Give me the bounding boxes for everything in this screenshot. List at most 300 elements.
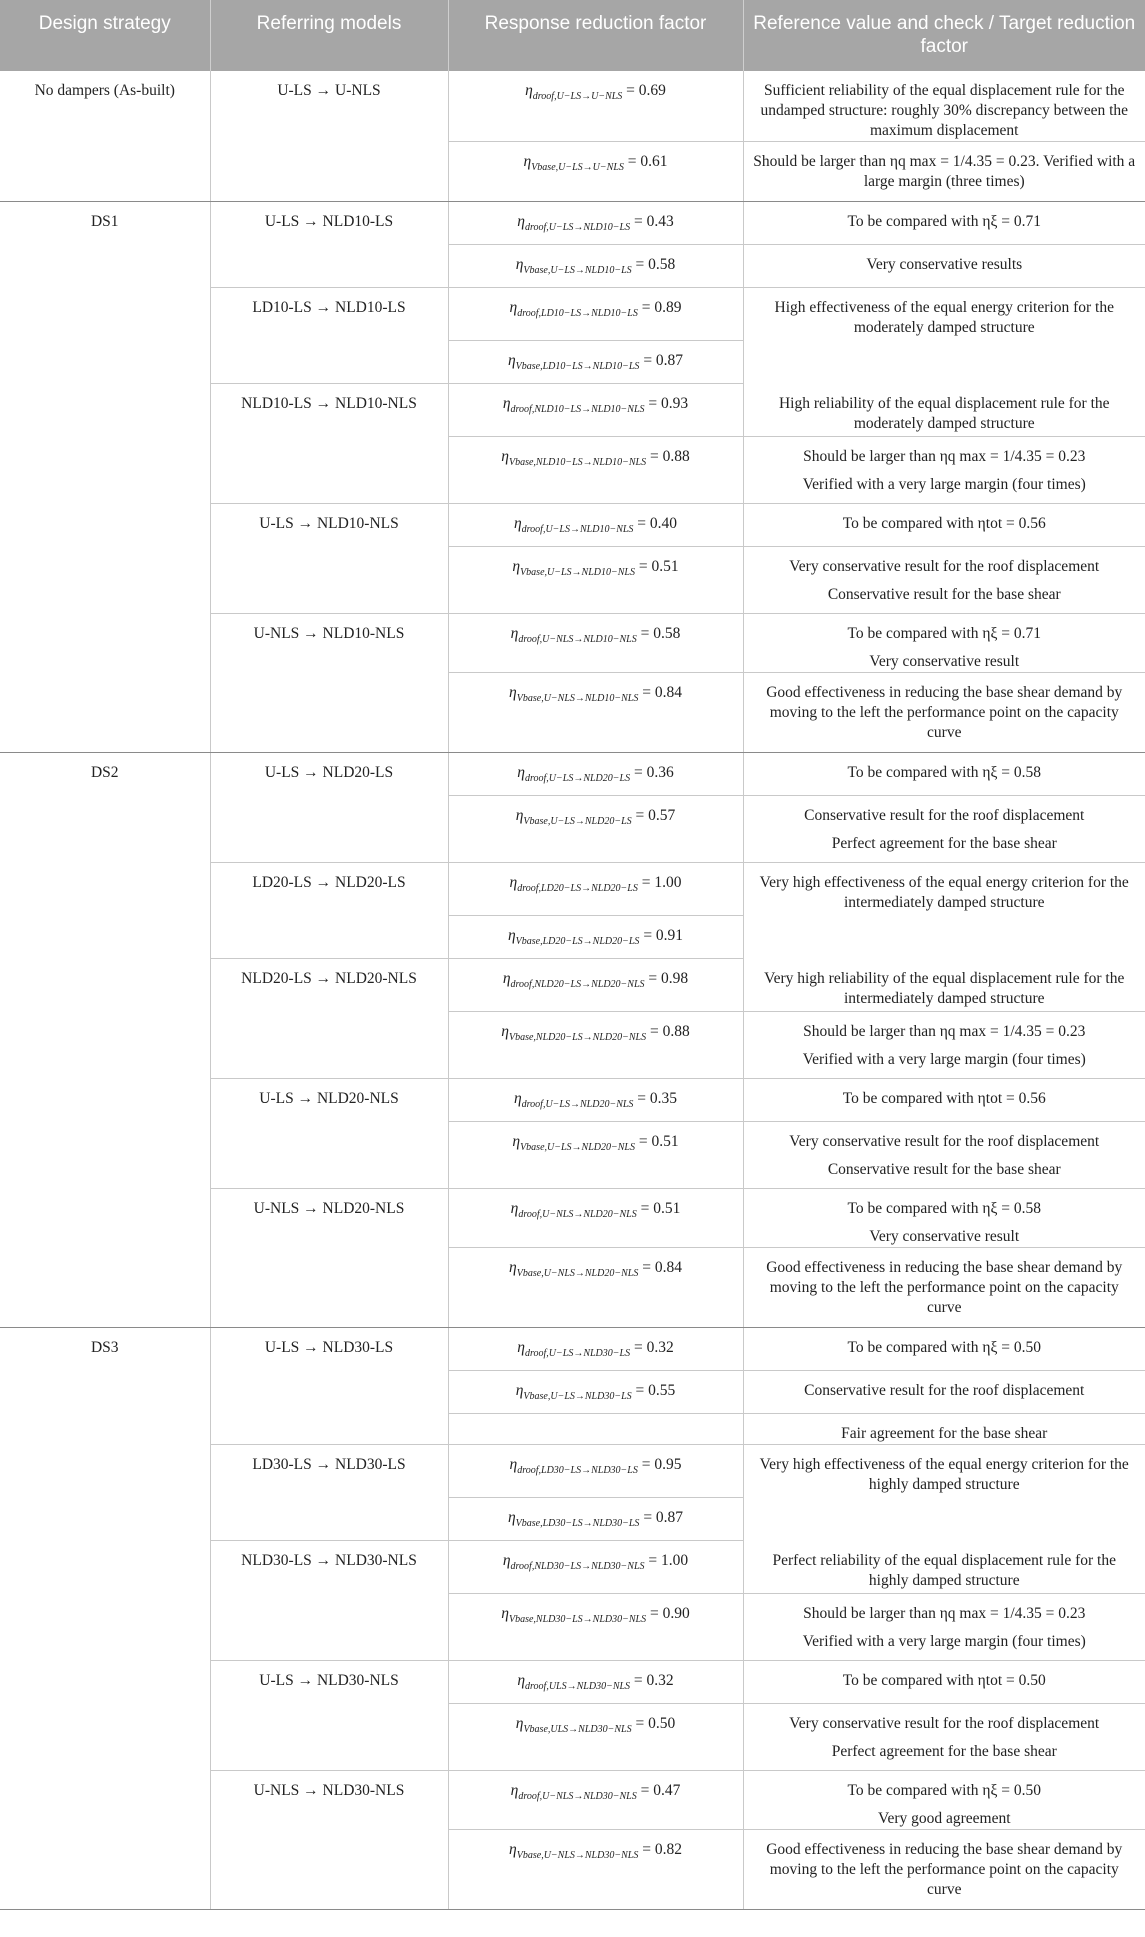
- reference-value-cell: [743, 1189, 1145, 1248]
- reference-text: Very good agreement: [877, 1810, 1011, 1827]
- reduction-factor-cell: [448, 614, 743, 673]
- referring-models-cell: NLD20-LS → NLD20-NLS: [210, 959, 448, 1012]
- factor-value: = 0.55: [631, 1382, 676, 1399]
- factor-value: = 0.84: [638, 684, 682, 701]
- design-strategy-cell: [0, 916, 210, 959]
- design-strategy-cell: [0, 863, 210, 916]
- reference-value-cell: [743, 916, 1145, 959]
- factor-symbol: η: [515, 1382, 524, 1399]
- reference-value-cell: [743, 1771, 1145, 1830]
- factor-subscript: droof,U−LS→NLD20−LS: [524, 773, 631, 784]
- factor-symbol: η: [517, 1339, 525, 1356]
- referring-models-cell: U-LS → NLD10-NLS: [210, 504, 448, 547]
- factor-value: = 0.95: [637, 1456, 682, 1473]
- referring-models-cell: U-LS → U-NLS: [210, 71, 448, 142]
- design-strategy-cell: DS3: [0, 1328, 210, 1371]
- reference-value-cell: [743, 796, 1145, 863]
- reduction-factor-cell: [448, 1189, 743, 1248]
- table-row: [0, 673, 1145, 753]
- factor-subscript: droof,U−NLS→NLD20−NLS: [518, 1209, 637, 1220]
- design-strategy-cell: [0, 142, 210, 202]
- design-strategy-cell: [0, 437, 210, 504]
- factor-value: = 1.00: [637, 874, 682, 891]
- factor-value: = 1.00: [644, 1552, 689, 1569]
- reference-value-cell: [743, 1661, 1145, 1704]
- table-row: [0, 1661, 1145, 1704]
- reference-value-cell: [743, 1414, 1145, 1445]
- reference-value-cell: [743, 1012, 1145, 1079]
- factor-value: = 0.69: [622, 82, 666, 99]
- reference-text: Very conservative result for the roof displacement: [789, 1715, 1100, 1732]
- factor-subscript: droof,LD30−LS→NLD30−LS: [517, 1465, 638, 1476]
- referring-models-cell: NLD10-LS → NLD10-NLS: [210, 384, 448, 437]
- reduction-factor-cell: [448, 1414, 743, 1445]
- factor-subscript: Vbase,U−LS→NLD10−LS: [523, 265, 632, 276]
- referring-models-cell: [210, 916, 448, 959]
- reference-value-cell: [743, 288, 1145, 341]
- factor-subscript: Vbase,U−LS→U−NLS: [531, 162, 624, 173]
- referring-models-cell: LD10-LS → NLD10-LS: [210, 288, 448, 341]
- table-row: [0, 384, 1145, 437]
- reference-text: To be compared with ηξ = 0.71: [847, 625, 1042, 642]
- referring-models-cell: U-NLS → NLD20-NLS: [210, 1189, 448, 1248]
- factor-symbol: η: [507, 1509, 516, 1526]
- reference-value-cell: [743, 753, 1145, 796]
- reduction-factor-cell: [448, 753, 743, 796]
- reduction-factor-cell: [448, 959, 743, 1012]
- design-strategy-cell: [0, 1541, 210, 1594]
- reduction-factor-cell: [448, 1594, 743, 1661]
- reference-text: Very high effectiveness of the equal energy criterion for the intermediately damped structure: [759, 874, 1129, 911]
- design-strategy-cell: [0, 1661, 210, 1704]
- table-row: [0, 1771, 1145, 1830]
- table-row: [0, 71, 1145, 142]
- factor-value: = 0.32: [630, 1339, 674, 1356]
- factor-value: = 0.36: [630, 764, 674, 781]
- reference-text: Good effectiveness in reducing the base shear demand by moving to the left the performance point on the capacity curve: [766, 1841, 1123, 1898]
- design-strategy-cell: [0, 1445, 210, 1498]
- factor-subscript: Vbase,NLD10−LS→NLD10−NLS: [508, 457, 647, 468]
- reduction-factor-cell: [448, 384, 743, 437]
- reference-text: Very conservative result: [869, 653, 1020, 670]
- factor-symbol: η: [509, 1456, 518, 1473]
- reference-text: Very conservative result for the roof displacement: [789, 1133, 1100, 1150]
- factor-symbol: η: [517, 764, 525, 781]
- table-row: [0, 1248, 1145, 1328]
- table-row: [0, 916, 1145, 959]
- factor-value: = 0.40: [633, 515, 678, 532]
- table-row: [0, 504, 1145, 547]
- referring-models-cell: [210, 796, 448, 863]
- reduction-factor-cell: [448, 1328, 743, 1371]
- referring-models-cell: U-LS → NLD20-NLS: [210, 1079, 448, 1122]
- reference-text: Very conservative result for the roof displacement: [789, 558, 1100, 575]
- reference-value-cell: [743, 673, 1145, 753]
- factor-value: = 0.57: [631, 807, 676, 824]
- reference-text: Should be larger than ηq max = 1/4.35 = 0.23: [803, 1605, 1086, 1622]
- referring-models-cell: [210, 245, 448, 288]
- reference-value-cell: [743, 1328, 1145, 1371]
- factor-symbol: η: [513, 515, 522, 532]
- table-row: [0, 614, 1145, 673]
- reference-text: To be compared with ηξ = 0.50: [847, 1782, 1042, 1799]
- reference-text: To be compared with ηtot = 0.56: [842, 515, 1046, 532]
- factor-value: = 0.90: [646, 1605, 690, 1622]
- referring-models-cell: [210, 1830, 448, 1910]
- reference-text: Very high effectiveness of the equal energy criterion for the highly damped structure: [759, 1456, 1129, 1493]
- factor-symbol: η: [502, 970, 511, 987]
- reduction-factor-cell: [448, 547, 743, 614]
- reference-value-cell: [743, 245, 1145, 288]
- reference-text: Good effectiveness in reducing the base shear demand by moving to the left the performance point on the capacity curve: [766, 1259, 1123, 1316]
- reference-text: To be compared with ηξ = 0.71: [847, 213, 1042, 230]
- factor-symbol: η: [501, 1605, 509, 1622]
- reference-value-cell: [743, 1371, 1145, 1414]
- factor-symbol: η: [512, 558, 521, 575]
- header-design-strategy: Design strategy: [0, 0, 210, 71]
- header-reference-value: Reference value and check / Target reduction factor: [743, 0, 1145, 71]
- reduction-factor-cell: [448, 1445, 743, 1498]
- reference-value-cell: [743, 142, 1145, 202]
- reference-value-cell: [743, 1445, 1145, 1498]
- referring-models-cell: [210, 1371, 448, 1414]
- reference-value-cell: [743, 437, 1145, 504]
- factor-subscript: droof,LD10−LS→NLD10−LS: [517, 308, 638, 319]
- design-strategy-cell: [0, 1594, 210, 1661]
- factor-value: = 0.87: [639, 1509, 684, 1526]
- design-strategy-cell: No dampers (As-built): [0, 71, 210, 142]
- reduction-factor-cell: [448, 1371, 743, 1414]
- factor-value: = 0.51: [634, 1133, 679, 1150]
- reference-text: Very conservative result: [869, 1228, 1020, 1245]
- factor-symbol: η: [509, 299, 518, 316]
- design-strategy-cell: [0, 341, 210, 384]
- factor-symbol: η: [501, 1023, 509, 1040]
- reference-text: Perfect agreement for the base shear: [831, 1743, 1057, 1760]
- table-row: [0, 547, 1145, 614]
- referring-models-cell: U-LS → NLD10-LS: [210, 202, 448, 245]
- design-strategy-cell: [0, 1012, 210, 1079]
- reference-text: Good effectiveness in reducing the base shear demand by moving to the left the performance point on the capacity curve: [766, 684, 1123, 741]
- referring-models-cell: [210, 142, 448, 202]
- table-row: [0, 1328, 1145, 1371]
- factor-value: = 0.89: [637, 299, 682, 316]
- reference-text: To be compared with ηξ = 0.58: [847, 764, 1042, 781]
- factor-subscript: Vbase,U−LS→NLD30−LS: [523, 1391, 632, 1402]
- reference-text: Verified with a very large margin (four times): [802, 1633, 1086, 1650]
- factor-subscript: Vbase,NLD30−LS→NLD30−NLS: [508, 1614, 647, 1625]
- reference-text: Perfect reliability of the equal displacement rule for the highly damped structure: [772, 1551, 1116, 1589]
- factor-subscript: droof,LD20−LS→NLD20−LS: [517, 883, 638, 894]
- factor-value: = 0.88: [646, 448, 690, 465]
- referring-models-cell: U-NLS → NLD10-NLS: [210, 614, 448, 673]
- referring-models-cell: LD20-LS → NLD20-LS: [210, 863, 448, 916]
- design-strategy-cell: [0, 1830, 210, 1910]
- reference-value-cell: [743, 202, 1145, 245]
- reduction-factor-cell: [448, 916, 743, 959]
- factor-subscript: droof,U−NLS→NLD10−NLS: [518, 634, 637, 645]
- referring-models-cell: [210, 1012, 448, 1079]
- reference-text: Conservative result for the base shear: [827, 586, 1061, 603]
- table-row: [0, 959, 1145, 1012]
- factor-value: = 0.91: [639, 927, 684, 944]
- reference-text: Should be larger than ηq max = 1/4.35 = 0.23: [803, 448, 1086, 465]
- referring-models-cell: U-LS → NLD30-NLS: [210, 1661, 448, 1704]
- factor-subscript: Vbase,U−LS→NLD20−NLS: [520, 1142, 635, 1153]
- factor-value: = 0.88: [646, 1023, 690, 1040]
- referring-models-cell: [210, 1594, 448, 1661]
- table-row: [0, 1371, 1145, 1414]
- reference-value-cell: [743, 71, 1145, 142]
- design-strategy-cell: DS2: [0, 753, 210, 796]
- table-row: [0, 1594, 1145, 1661]
- design-strategy-cell: [0, 1079, 210, 1122]
- reference-text: Fair agreement for the base shear: [841, 1425, 1048, 1442]
- design-strategy-cell: [0, 1122, 210, 1189]
- factor-symbol: η: [501, 448, 509, 465]
- reduction-factor-cell: [448, 1830, 743, 1910]
- factor-symbol: η: [510, 1200, 519, 1217]
- reference-value-cell: [743, 1248, 1145, 1328]
- factor-symbol: η: [502, 1552, 511, 1569]
- table-row: [0, 1122, 1145, 1189]
- factor-symbol: η: [517, 1672, 526, 1689]
- header-row: [0, 0, 1145, 71]
- table-row: [0, 796, 1145, 863]
- reduction-factor-cell: [448, 202, 743, 245]
- design-strategy-cell: [0, 384, 210, 437]
- table-row: [0, 1830, 1145, 1910]
- factor-subscript: Vbase,U−NLS→NLD10−NLS: [516, 693, 639, 704]
- referring-models-cell: [210, 1498, 448, 1541]
- factor-subscript: droof,U−NLS→NLD30−NLS: [518, 1791, 637, 1802]
- reference-text: Verified with a very large margin (four times): [802, 476, 1086, 493]
- factor-symbol: η: [515, 1715, 524, 1732]
- design-strategy-cell: [0, 1414, 210, 1445]
- reduction-factor-cell: [448, 437, 743, 504]
- design-strategy-cell: [0, 245, 210, 288]
- factor-subscript: Vbase,LD20−LS→NLD20−LS: [515, 936, 640, 947]
- factor-value: = 0.43: [630, 213, 674, 230]
- factor-value: = 0.82: [638, 1841, 682, 1858]
- design-strategy-cell: [0, 1371, 210, 1414]
- factor-value: = 0.35: [633, 1090, 678, 1107]
- factor-value: = 0.50: [631, 1715, 676, 1732]
- reference-value-cell: [743, 384, 1145, 437]
- reference-text: Perfect agreement for the base shear: [831, 835, 1057, 852]
- factor-subscript: droof,ULS→NLD30−NLS: [525, 1681, 631, 1692]
- reduction-factor-cell: [448, 1498, 743, 1541]
- factor-symbol: η: [509, 684, 517, 701]
- design-strategy-cell: [0, 1704, 210, 1771]
- factor-value: = 0.51: [636, 1200, 681, 1217]
- factor-value: = 0.87: [639, 352, 684, 369]
- reference-value-cell: [743, 1541, 1145, 1594]
- reference-text: Conservative result for the base shear: [827, 1161, 1061, 1178]
- factor-subscript: Vbase,U−NLS→NLD30−NLS: [516, 1850, 639, 1861]
- design-strategy-cell: [0, 1498, 210, 1541]
- referring-models-cell: [210, 1704, 448, 1771]
- table-row: [0, 142, 1145, 202]
- referring-models-cell: [210, 1248, 448, 1328]
- factor-value: = 0.98: [644, 970, 689, 987]
- reduction-factor-cell: [448, 142, 743, 202]
- reduction-factor-cell: [448, 1248, 743, 1328]
- table-row: [0, 753, 1145, 796]
- table-row: [0, 437, 1145, 504]
- reference-text: To be compared with ηξ = 0.50: [847, 1339, 1042, 1356]
- reference-text: Very conservative results: [866, 256, 1023, 273]
- factor-symbol: η: [507, 927, 516, 944]
- factor-symbol: η: [510, 1782, 519, 1799]
- reference-value-cell: [743, 1704, 1145, 1771]
- table-row: [0, 1541, 1145, 1594]
- factor-subscript: droof,U−LS→NLD10−LS: [524, 222, 631, 233]
- referring-models-cell: NLD30-LS → NLD30-NLS: [210, 1541, 448, 1594]
- factor-symbol: η: [517, 213, 525, 230]
- factor-subscript: Vbase,LD10−LS→NLD10−LS: [515, 361, 640, 372]
- referring-models-cell: [210, 1414, 448, 1445]
- design-strategy-cell: [0, 1771, 210, 1830]
- design-strategy-cell: [0, 1189, 210, 1248]
- reference-text: Conservative result for the roof displacement: [804, 807, 1085, 824]
- factor-value: = 0.58: [636, 625, 681, 642]
- factor-subscript: Vbase,U−LS→NLD20−LS: [523, 816, 632, 827]
- factor-value: = 0.51: [634, 558, 679, 575]
- reference-text: High effectiveness of the equal energy criterion for the moderately damped structure: [774, 299, 1114, 336]
- reference-value-cell: [743, 341, 1145, 384]
- factor-subscript: droof,U−LS→U−NLS: [532, 91, 623, 102]
- table-row: [0, 1414, 1145, 1445]
- factor-value: = 0.58: [631, 256, 676, 273]
- reduction-factor-cell: [448, 1012, 743, 1079]
- factor-symbol: η: [512, 1133, 521, 1150]
- reduction-factor-cell: [448, 796, 743, 863]
- table-row: [0, 1704, 1145, 1771]
- design-strategy-cell: [0, 547, 210, 614]
- table-row: [0, 245, 1145, 288]
- reduction-factor-cell: [448, 341, 743, 384]
- design-strategy-cell: [0, 1248, 210, 1328]
- factor-subscript: Vbase,LD30−LS→NLD30−LS: [515, 1518, 640, 1529]
- factor-subscript: Vbase,NLD20−LS→NLD20−NLS: [508, 1032, 647, 1043]
- table-row: [0, 341, 1145, 384]
- reference-text: Verified with a very large margin (four times): [802, 1051, 1086, 1068]
- reference-value-cell: [743, 1079, 1145, 1122]
- reduction-factor-cell: [448, 1122, 743, 1189]
- factor-subscript: droof,U−LS→NLD10−NLS: [521, 524, 634, 535]
- reference-value-cell: [743, 1498, 1145, 1541]
- reference-text: High reliability of the equal displacement rule for the moderately damped structure: [778, 394, 1110, 432]
- factor-value: = 0.84: [638, 1259, 682, 1276]
- factor-subscript: Vbase,ULS→NLD30−NLS: [523, 1724, 632, 1735]
- reference-value-cell: [743, 959, 1145, 1012]
- factor-subscript: droof,U−LS→NLD20−NLS: [521, 1099, 634, 1110]
- factor-symbol: η: [515, 807, 524, 824]
- table-row: [0, 288, 1145, 341]
- design-strategy-cell: [0, 959, 210, 1012]
- factor-symbol: η: [509, 1259, 517, 1276]
- factor-value: = 0.61: [623, 153, 668, 170]
- referring-models-cell: [210, 437, 448, 504]
- reduction-factor-cell: [448, 1079, 743, 1122]
- factor-subscript: droof,U−LS→NLD30−LS: [524, 1348, 631, 1359]
- factor-symbol: η: [510, 625, 519, 642]
- reference-value-cell: [743, 1830, 1145, 1910]
- reference-text: Very high reliability of the equal displacement rule for the intermediately damped structure: [764, 969, 1125, 1007]
- reference-text: Should be larger than ηq max = 1/4.35 = 0.23: [803, 1023, 1086, 1040]
- referring-models-cell: U-LS → NLD20-LS: [210, 753, 448, 796]
- factor-symbol: η: [523, 153, 532, 170]
- design-strategy-cell: DS1: [0, 202, 210, 245]
- factor-subscript: Vbase,U−LS→NLD10−NLS: [520, 567, 635, 578]
- table-row: [0, 1079, 1145, 1122]
- reference-text: To be compared with ηξ = 0.58: [847, 1200, 1042, 1217]
- header-response-reduction-factor: Response reduction factor: [448, 0, 743, 71]
- referring-models-cell: [210, 341, 448, 384]
- referring-models-cell: [210, 673, 448, 753]
- referring-models-cell: LD30-LS → NLD30-LS: [210, 1445, 448, 1498]
- reduction-factor-cell: [448, 1771, 743, 1830]
- design-strategy-cell: [0, 796, 210, 863]
- reduction-factor-cell: [448, 863, 743, 916]
- factor-subscript: droof,NLD30−LS→NLD30−NLS: [510, 1561, 645, 1572]
- reference-value-cell: [743, 547, 1145, 614]
- reduction-factor-cell: [448, 245, 743, 288]
- factor-value: = 0.93: [644, 395, 689, 412]
- reference-value-cell: [743, 1594, 1145, 1661]
- table-row: [0, 1189, 1145, 1248]
- reference-value-cell: [743, 863, 1145, 916]
- reference-value-cell: [743, 1122, 1145, 1189]
- factor-subscript: droof,NLD10−LS→NLD10−NLS: [510, 404, 645, 415]
- factor-symbol: η: [507, 352, 516, 369]
- reduction-factor-cell: [448, 1541, 743, 1594]
- reference-text: Sufficient reliability of the equal displacement rule for the undamped structure: roughly 30% discrepancy between the maximum displacement: [760, 82, 1129, 139]
- factor-symbol: η: [502, 395, 511, 412]
- design-strategy-cell: [0, 673, 210, 753]
- reduction-factor-cell: [448, 504, 743, 547]
- reference-value-cell: [743, 614, 1145, 673]
- table-row: [0, 1445, 1145, 1498]
- referring-models-cell: [210, 547, 448, 614]
- factor-value: = 0.32: [630, 1672, 674, 1689]
- reference-text: Conservative result for the roof displacement: [804, 1382, 1085, 1399]
- factor-symbol: η: [509, 1841, 517, 1858]
- table-row: [0, 1012, 1145, 1079]
- factor-subscript: Vbase,U−NLS→NLD20−NLS: [516, 1268, 639, 1279]
- reduction-factor-cell: [448, 71, 743, 142]
- table-row: [0, 1498, 1145, 1541]
- table-row: [0, 202, 1145, 245]
- design-strategy-cell: [0, 288, 210, 341]
- factor-symbol: η: [525, 82, 533, 99]
- reduction-factor-cell: [448, 673, 743, 753]
- design-strategy-cell: [0, 614, 210, 673]
- table-body: [0, 71, 1145, 1910]
- reduction-factor-cell: [448, 288, 743, 341]
- header-referring-models: Referring models: [210, 0, 448, 71]
- reference-value-cell: [743, 504, 1145, 547]
- reference-text: Should be larger than ηq max = 1/4.35 = 0.23. Verified with a large margin (three times): [753, 153, 1136, 190]
- referring-models-cell: U-LS → NLD30-LS: [210, 1328, 448, 1371]
- reduction-factor-cell: [448, 1661, 743, 1704]
- reference-text: To be compared with ηtot = 0.56: [842, 1090, 1046, 1107]
- factor-subscript: droof,NLD20−LS→NLD20−NLS: [510, 979, 645, 990]
- reference-text: To be compared with ηtot = 0.50: [842, 1672, 1046, 1689]
- factor-symbol: η: [509, 874, 518, 891]
- referring-models-cell: [210, 1122, 448, 1189]
